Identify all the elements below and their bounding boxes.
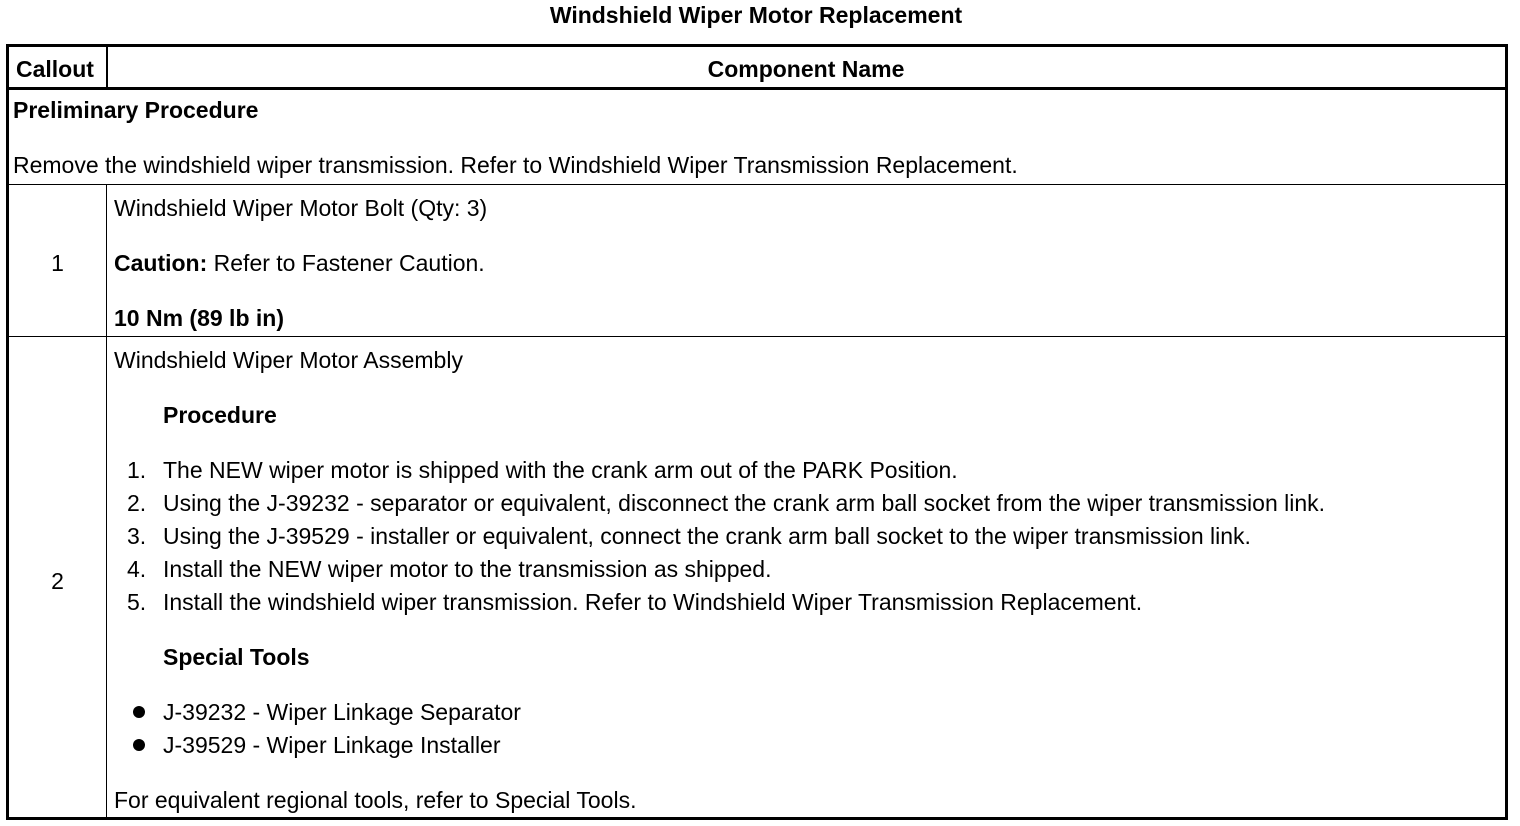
component-name: Windshield Wiper Motor Assembly (114, 347, 463, 373)
tool-item: J-39529 - Wiper Linkage Installer (163, 732, 501, 758)
procedure-heading: Procedure (163, 402, 277, 428)
row1-divider (9, 336, 1505, 337)
step-text: Using the J-39529 - installer or equivalent, connect the crank arm ball socket to the wiper transmission link. (163, 523, 1251, 549)
row2-column-divider (106, 336, 107, 820)
row-callout: 2 (51, 568, 64, 594)
tool-item: J-39232 - Wiper Linkage Separator (163, 699, 521, 725)
preliminary-text: Remove the windshield wiper transmission. Refer to Windshield Wiper Transmission Replacement. (13, 152, 1018, 178)
page-title: Windshield Wiper Motor Replacement (549, 2, 963, 28)
bullet-icon (133, 739, 145, 751)
preliminary-divider (9, 184, 1505, 185)
step-number: 3. (127, 523, 147, 549)
bullet-icon (133, 706, 145, 718)
special-tools-heading: Special Tools (163, 644, 310, 670)
component-name-header: Component Name (707, 56, 905, 82)
row1-column-divider (106, 184, 107, 336)
header-column-divider (106, 47, 108, 87)
caution-label: Caution: (114, 250, 208, 276)
step-number: 5. (127, 589, 147, 615)
regional-tools-note: For equivalent regional tools, refer to Special Tools. (114, 787, 637, 813)
step-text: Install the windshield wiper transmission. Refer to Windshield Wiper Transmission Replacement. (163, 589, 1143, 615)
component-table (6, 44, 1508, 820)
step-text: Using the J-39232 - separator or equivalent, disconnect the crank arm ball socket from the wiper transmission link. (163, 490, 1326, 516)
header-divider (9, 87, 1505, 90)
torque-spec: 10 Nm (89 lb in) (114, 305, 284, 331)
step-number: 2. (127, 490, 147, 516)
step-text: The NEW wiper motor is shipped with the crank arm out of the PARK Position. (163, 457, 958, 483)
step-text: Install the NEW wiper motor to the transmission as shipped. (163, 556, 772, 582)
callout-header: Callout (16, 56, 94, 82)
caution-text: Refer to Fastener Caution. (207, 250, 485, 276)
step-number: 1. (127, 457, 147, 483)
step-number: 4. (127, 556, 147, 582)
preliminary-heading: Preliminary Procedure (13, 97, 259, 123)
caution-line (114, 250, 485, 276)
component-name: Windshield Wiper Motor Bolt (Qty: 3) (114, 195, 488, 221)
row-callout: 1 (51, 250, 64, 276)
